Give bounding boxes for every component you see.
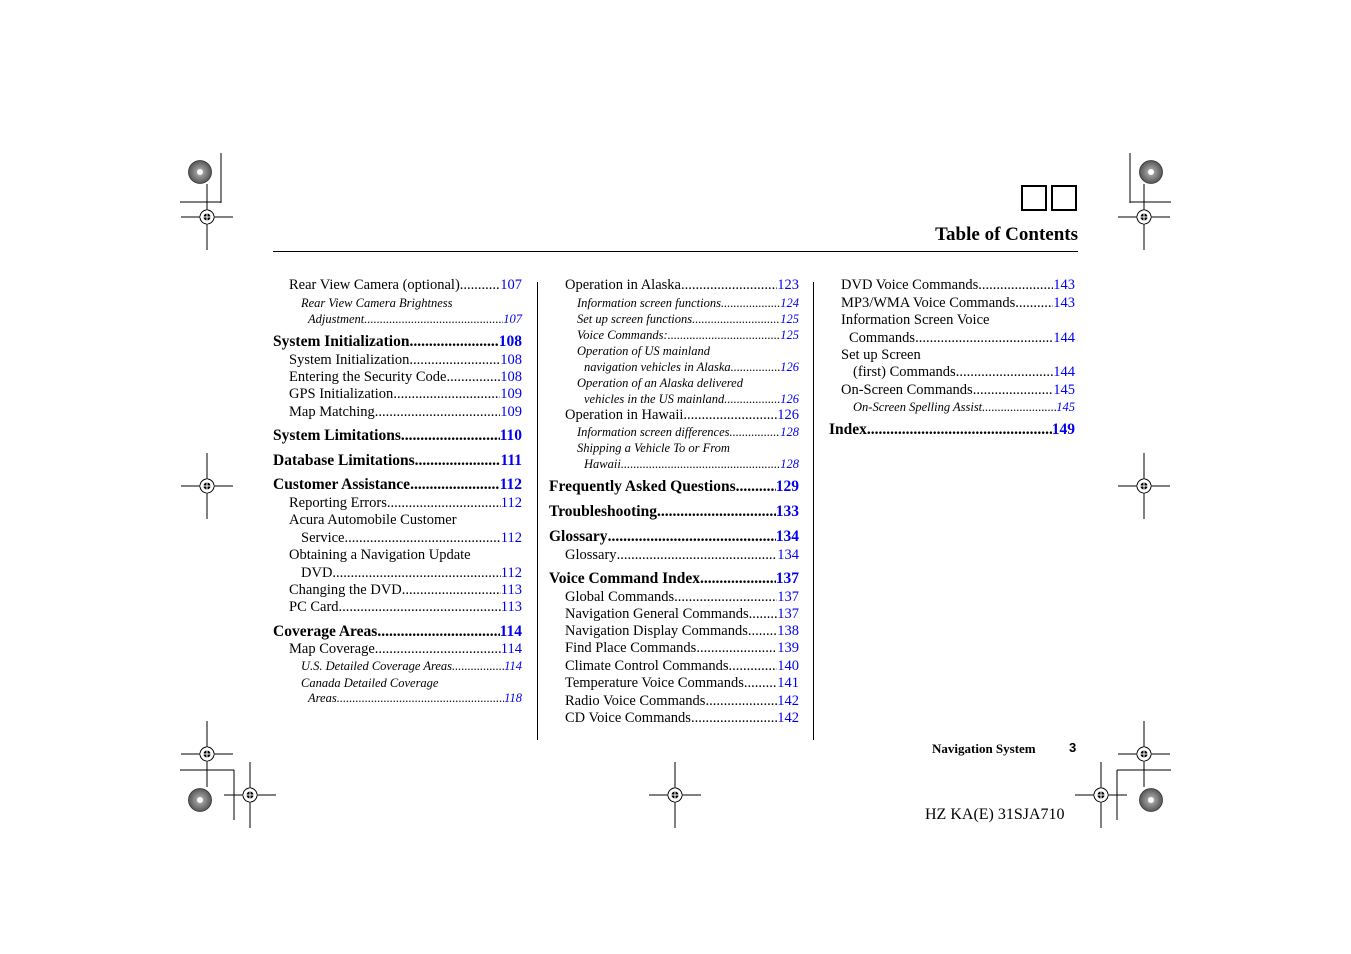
- toc-entry-page-link[interactable]: 138: [777, 623, 799, 639]
- registration-mark-icon: [189, 161, 212, 184]
- toc-entry-label: Areas: [308, 691, 337, 705]
- toc-entry-label: Set up Screen: [841, 347, 921, 363]
- toc-entry[interactable]: [565, 623, 799, 640]
- toc-heading-label: Customer Assistance: [273, 476, 411, 493]
- toc-heading[interactable]: [273, 452, 522, 470]
- toc-entry-page-link[interactable]: 124: [780, 296, 799, 310]
- toc-entry-label: Navigation General Commands: [565, 606, 749, 622]
- toc-entry[interactable]: [289, 352, 522, 369]
- toc-entry-label: Operation in Hawaii: [565, 407, 684, 423]
- toc-entry-page-link[interactable]: 137: [777, 589, 799, 605]
- toc-entry-page-link[interactable]: 114: [504, 659, 522, 673]
- page-title: Table of Contents: [935, 224, 1078, 245]
- toc-entry-page-link[interactable]: 109: [500, 404, 522, 420]
- toc-entry[interactable]: [289, 582, 522, 599]
- toc-heading-label: Index: [829, 421, 867, 438]
- toc-heading-label: Frequently Asked Questions: [549, 478, 736, 495]
- toc-entry[interactable]: [853, 364, 1075, 381]
- toc-entry[interactable]: [565, 658, 799, 675]
- toc-entry-label: vehicles in the US mainland: [584, 392, 725, 406]
- toc-entry-page-link[interactable]: 114: [500, 641, 522, 657]
- toc-entry[interactable]: [841, 295, 1075, 312]
- toc-entry[interactable]: [565, 710, 799, 727]
- toc-entry-page-link[interactable]: 141: [777, 675, 799, 691]
- toc-entry-page-link[interactable]: 142: [777, 710, 799, 726]
- toc-entry-label: Service: [301, 530, 345, 546]
- toc-entry-page-link[interactable]: 123: [777, 277, 799, 293]
- toc-entry-label: Acura Automobile Customer: [289, 512, 457, 528]
- toc-entry-page-link[interactable]: 112: [500, 495, 522, 511]
- toc-entry[interactable]: [584, 392, 799, 407]
- toc-entry-label: Shipping a Vehicle To or From: [577, 441, 730, 455]
- toc-entry[interactable]: [308, 691, 522, 706]
- toc-heading[interactable]: [549, 503, 799, 521]
- toc-heading[interactable]: [273, 623, 522, 641]
- toc-entry-label: Map Matching: [289, 404, 375, 420]
- toc-entry-label: U.S. Detailed Coverage Areas: [301, 659, 453, 673]
- toc-heading-label: Coverage Areas: [273, 623, 378, 640]
- toc-entry-page-link[interactable]: 108: [500, 352, 522, 368]
- toc-entry-page-link[interactable]: 144: [1053, 330, 1075, 346]
- toc-entry[interactable]: [301, 530, 522, 547]
- toc-entry[interactable]: [565, 407, 799, 424]
- toc-entry-page-link[interactable]: 113: [500, 599, 522, 615]
- toc-entry-page-link[interactable]: 108: [500, 369, 522, 385]
- toc-entry-label: Information Screen Voice: [841, 312, 990, 328]
- toc-entry-page-link[interactable]: 128: [780, 425, 799, 439]
- toc-entry-page-link[interactable]: 143: [1053, 277, 1075, 293]
- toc-heading-page-link[interactable]: 112: [499, 476, 522, 493]
- toc-entry-label: Operation of US mainland: [577, 344, 710, 358]
- toc-entry[interactable]: [565, 547, 799, 564]
- toc-entry-label: Glossary: [565, 547, 617, 563]
- section-tab-box-right: [1051, 185, 1077, 211]
- toc-entry-label: Climate Control Commands: [565, 658, 729, 674]
- toc-entry-page-link[interactable]: 126: [777, 407, 799, 423]
- toc-entry-page-link[interactable]: 128: [780, 457, 799, 471]
- toc-entry[interactable]: [841, 277, 1075, 294]
- toc-entry-label: MP3/WMA Voice Commands: [841, 295, 1016, 311]
- toc-entry-label: Information screen functions: [577, 296, 721, 310]
- toc-entry-page-link[interactable]: 126: [780, 360, 799, 374]
- footer-page-number: 3: [1069, 740, 1077, 755]
- toc-heading-label: Troubleshooting: [549, 503, 657, 520]
- toc-entry-page-link[interactable]: 143: [1053, 295, 1075, 311]
- toc-entry-label: Commands: [849, 330, 916, 346]
- toc-entry[interactable]: [289, 277, 522, 294]
- toc-entry[interactable]: [289, 599, 522, 616]
- toc-entry-page-link[interactable]: 125: [780, 312, 799, 326]
- toc-entry[interactable]: [301, 565, 522, 582]
- toc-entry-label: CD Voice Commands: [565, 710, 691, 726]
- toc-entry[interactable]: [577, 312, 799, 327]
- toc-entry-label: Navigation Display Commands: [565, 623, 748, 639]
- toc-entry-label: PC Card: [289, 599, 339, 615]
- toc-entry-label: Hawaii: [584, 457, 621, 471]
- toc-entry-label: Global Commands: [565, 589, 675, 605]
- toc-entry-page-link[interactable]: 109: [500, 386, 522, 402]
- column-divider-2: [813, 282, 814, 740]
- toc-entry[interactable]: [289, 386, 522, 403]
- toc-entry[interactable]: [584, 457, 799, 472]
- toc-entry-label: Radio Voice Commands: [565, 693, 706, 709]
- toc-heading[interactable]: [273, 476, 522, 494]
- toc-entry-label: Entering the Security Code: [289, 369, 447, 385]
- toc-entry-label: DVD: [301, 565, 333, 581]
- toc-heading-label: System Initialization: [273, 333, 410, 350]
- footer-section-name: Navigation System: [932, 741, 1036, 756]
- toc-heading-label: Voice Command Index: [549, 570, 700, 587]
- toc-entry[interactable]: [577, 425, 799, 440]
- toc-entry-page-link[interactable]: 112: [500, 565, 522, 581]
- toc-heading-page-link[interactable]: 137: [775, 570, 799, 587]
- toc-entry-label: (first) Commands: [853, 364, 956, 380]
- toc-entry-page-link[interactable]: 140: [777, 658, 799, 674]
- section-tab-box-left: [1021, 185, 1047, 211]
- toc-heading-page-link[interactable]: 149: [1051, 421, 1075, 438]
- toc-entry-page-link[interactable]: 142: [777, 693, 799, 709]
- toc-entry[interactable]: [289, 641, 522, 658]
- toc-entry[interactable]: [289, 404, 522, 421]
- toc-heading[interactable]: [273, 333, 522, 351]
- toc-heading-label: Glossary: [549, 528, 608, 545]
- toc-entry[interactable]: [308, 312, 522, 327]
- toc-entry-page-link[interactable]: 134: [777, 547, 799, 563]
- toc-entry-page-link[interactable]: 107: [500, 277, 522, 293]
- toc-entry-label: Operation of an Alaska delivered: [577, 376, 743, 390]
- toc-entry[interactable]: [565, 640, 799, 657]
- toc-entry[interactable]: [289, 369, 522, 386]
- toc-entry-page-link[interactable]: 126: [780, 392, 799, 406]
- toc-entry-label: Information screen differences: [577, 425, 730, 439]
- toc-entry-label: Find Place Commands: [565, 640, 697, 656]
- toc-entry-page-link[interactable]: 125: [780, 328, 799, 342]
- toc-heading-label: Database Limitations: [273, 452, 415, 469]
- print-code: HZ KA(E) 31SJA710: [925, 806, 1065, 823]
- toc-entry-label: System Initialization: [289, 352, 410, 368]
- toc-heading-page-link[interactable]: 134: [775, 528, 799, 545]
- toc-heading-label: System Limitations: [273, 427, 401, 444]
- toc-entry-page-link[interactable]: 145: [1056, 400, 1075, 414]
- toc-entry-label: Operation in Alaska: [565, 277, 681, 293]
- toc-heading[interactable]: [549, 570, 799, 588]
- column-divider-1: [537, 282, 538, 740]
- toc-entry[interactable]: [584, 360, 799, 375]
- toc-entry-label: Changing the DVD: [289, 582, 402, 598]
- toc-heading-page-link[interactable]: 111: [500, 452, 522, 469]
- toc-entry-label: Reporting Errors: [289, 495, 387, 511]
- toc-entry-page-link[interactable]: 137: [777, 606, 799, 622]
- toc-entry[interactable]: [565, 693, 799, 710]
- toc-entry-page-link[interactable]: 118: [504, 691, 522, 705]
- toc-heading[interactable]: [829, 421, 1075, 439]
- toc-entry-label: navigation vehicles in Alaska: [584, 360, 731, 374]
- toc-entry[interactable]: [289, 495, 522, 512]
- toc-heading-page-link[interactable]: 129: [775, 478, 799, 495]
- toc-entry-page-link[interactable]: 139: [777, 640, 799, 656]
- toc-heading-page-link[interactable]: 133: [775, 503, 799, 520]
- toc-entry-page-link[interactable]: 112: [500, 530, 522, 546]
- toc-entry[interactable]: [853, 400, 1075, 415]
- toc-entry[interactable]: [565, 606, 799, 623]
- toc-entry-label: Set up screen functions: [577, 312, 693, 326]
- title-rule: [273, 251, 1078, 252]
- toc-entry-label: Map Coverage: [289, 641, 375, 657]
- toc-entry[interactable]: [565, 277, 799, 294]
- toc-entry-label: Rear View Camera (optional): [289, 277, 460, 293]
- toc-entry[interactable]: [565, 589, 799, 606]
- toc-entry-page-link[interactable]: 107: [503, 312, 522, 326]
- toc-heading[interactable]: [549, 478, 799, 496]
- toc-entry-label: GPS Initialization: [289, 386, 394, 402]
- toc-heading[interactable]: [549, 528, 799, 546]
- toc-entry-label: DVD Voice Commands: [841, 277, 979, 293]
- toc-entry[interactable]: [577, 296, 799, 311]
- toc-entry-page-link[interactable]: 144: [1053, 364, 1075, 380]
- toc-entry[interactable]: [841, 382, 1075, 399]
- toc-entry-label: Obtaining a Navigation Update: [289, 547, 471, 563]
- toc-entry-label: Rear View Camera Brightness: [301, 296, 453, 310]
- toc-entry-label: Adjustment: [308, 312, 365, 326]
- toc-entry[interactable]: [565, 675, 799, 692]
- toc-heading[interactable]: [273, 427, 522, 445]
- toc-entry-page-link[interactable]: 145: [1053, 382, 1075, 398]
- toc-heading-page-link[interactable]: 108: [498, 333, 522, 350]
- toc-entry-label: Canada Detailed Coverage: [301, 676, 439, 690]
- toc-entry-label: On-Screen Commands: [841, 382, 973, 398]
- toc-entry[interactable]: [577, 328, 799, 343]
- toc-entry-label: Temperature Voice Commands: [565, 675, 744, 691]
- toc-entry[interactable]: [849, 330, 1075, 347]
- toc-entry-page-link[interactable]: 113: [500, 582, 522, 598]
- toc-heading-page-link[interactable]: 110: [499, 427, 522, 444]
- toc-entry-label: On-Screen Spelling Assist: [853, 400, 983, 414]
- toc-heading-page-link[interactable]: 114: [499, 623, 522, 640]
- toc-entry-label: Voice Commands:: [577, 328, 668, 342]
- toc-entry[interactable]: [301, 659, 522, 674]
